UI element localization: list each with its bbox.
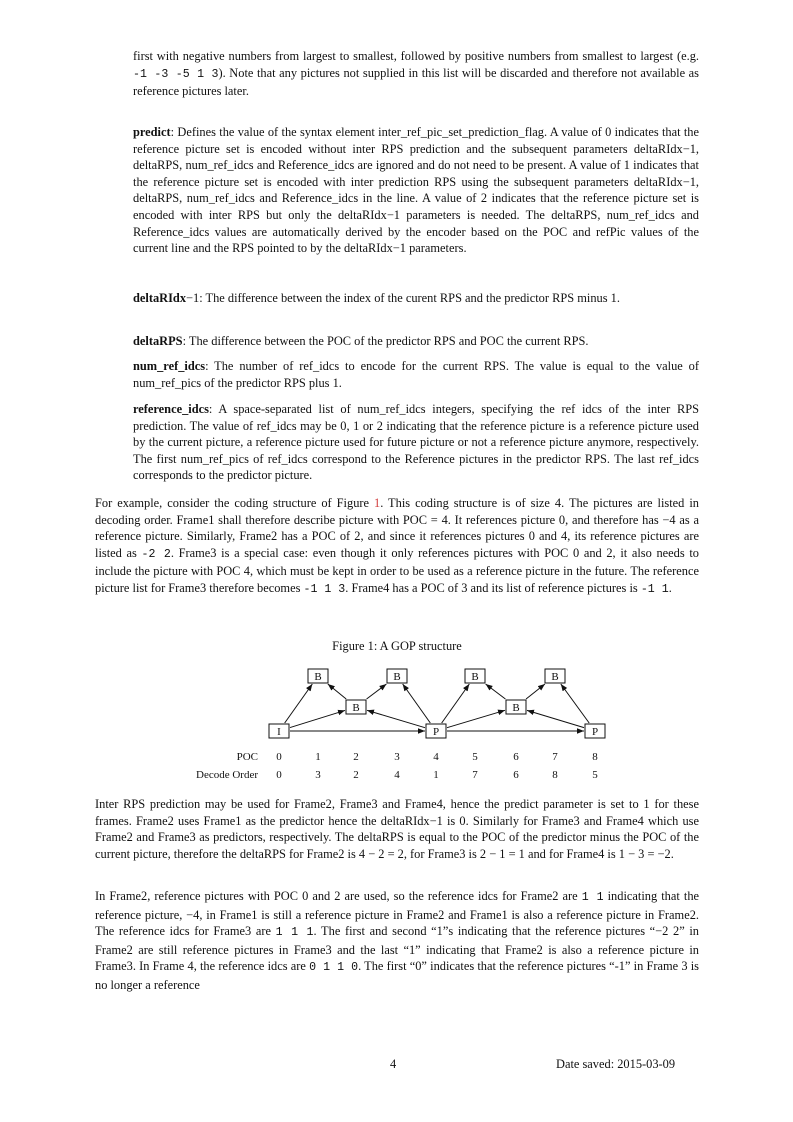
example-paragraph	[95, 495, 699, 599]
last-code: 0 1 1 0	[309, 961, 359, 975]
poc-value: 0	[276, 751, 282, 763]
poc-value: 6	[513, 751, 519, 763]
frame-type-label: P	[432, 726, 440, 738]
decode-order-value: 4	[394, 769, 400, 781]
last-code: 1 1	[581, 891, 604, 904]
reference-arrow	[486, 684, 506, 699]
intro-text-b: ). Note that any pictures not supplied in this list will be discarded and therefore not available as reference pictures later.	[133, 65, 699, 99]
reference-arrow	[447, 710, 505, 727]
inter-rps-paragraph: Inter RPS prediction may be used for Frame2, Frame3 and Frame4, hence the predict parameter is set to 1 for these frames. Frame2 uses Frame1 as the predictor hence the deltaRIdx−1 is 0. Similarly for Frame3 and Frame4 which use Frame2 and Frame3 as predictors, respectively. The deltaRPS is equal to the POC of the predictor minus the POC of the current picture, therefore the deltaRPS for Frame2 is 4 − 2 = 2, for Frame3 is 2 − 1 = 1 and for Frame4 is 1 − 3 = −2.	[95, 797, 699, 861]
frame-boxes	[269, 669, 605, 738]
frame-type-label: B	[551, 671, 559, 683]
def-term: reference_idcs	[133, 402, 209, 416]
reference-arrow	[561, 684, 589, 723]
poc-value: 8	[592, 751, 598, 763]
frame-rows	[196, 751, 598, 781]
reference-arrow	[285, 684, 313, 723]
def-sep: −1:	[186, 291, 206, 305]
frame-type-label: B	[512, 702, 520, 714]
frame-box-b	[506, 700, 526, 714]
def-num-ref-idcs	[133, 358, 699, 391]
poc-row-label: POC	[236, 751, 258, 763]
reference-idcs-paragraph	[95, 888, 699, 994]
def-desc: The difference between the index of the curent RPS and the predictor RPS minus 1.	[205, 291, 620, 305]
def-deltarps	[133, 333, 699, 350]
def-reference-idcs	[133, 401, 699, 484]
figure-link[interactable]: 1	[374, 496, 381, 510]
reference-arrow	[442, 684, 470, 723]
reference-arrow	[367, 710, 425, 727]
decode-order-value: 8	[552, 769, 558, 781]
frame-box-b	[545, 669, 565, 683]
poc-value: 4	[433, 751, 439, 763]
intro-code: -1 -3 -5 1 3	[133, 67, 219, 81]
poc-value: 3	[394, 751, 400, 763]
def-term: num_ref_idcs	[133, 359, 206, 373]
last-text: In Frame2, reference pictures with POC 0 and 2 are used, so the reference idcs for Frame2 are	[95, 889, 582, 903]
reference-arrow	[367, 684, 387, 699]
decode-order-value: 2	[353, 769, 359, 781]
reference-arrow	[403, 684, 431, 723]
def-sep: :	[170, 125, 178, 139]
frame-box-b	[465, 669, 485, 683]
last-text: indicating that the reference picture, −4, in Frame1 is still a reference picture in Frame2 and Frame1 is also a reference picture in Frame2. The reference idcs for Frame3 are	[95, 889, 700, 939]
decode-order-value: 1	[433, 769, 439, 781]
decode-order-row-label: Decode Order	[196, 769, 258, 781]
page-number: 4	[390, 1057, 397, 1071]
example-code: -1 1 3	[303, 582, 346, 596]
frame-box-b	[387, 669, 407, 683]
frame-box-b	[346, 700, 366, 714]
def-sep: :	[182, 334, 189, 348]
def-desc: A space-separated list of num_ref_idcs integers, specifying the ref idcs of the inter RPS prediction. The value of ref_idcs may be 0, 1 or 2 indicating that the reference picture is a reference picture used by the current picture, a reference picture used for future picture or not a reference picture anymore, respectively. The first num_ref_pics of ref_idcs correspond to the Reference pictures in the predictor RPS. The last ref_idcs corresponds to the predictor picture.	[133, 402, 699, 483]
poc-value: 1	[315, 751, 321, 763]
def-desc: The difference between the POC of the predictor RPS and POC the current RPS.	[188, 334, 589, 348]
figure-caption: Figure 1: A GOP structure	[332, 639, 462, 653]
frame-type-label: B	[471, 671, 479, 683]
reference-arrow	[290, 710, 345, 727]
def-term: deltaRPS	[133, 334, 183, 348]
frame-type-label: I	[277, 726, 281, 738]
def-sep: :	[205, 359, 215, 373]
frame-type-label: B	[314, 671, 322, 683]
def-predict	[133, 124, 699, 257]
def-desc: Defines the value of the syntax element inter_ref_pic_set_prediction_flag. A value of 0 indicates that the reference picture set is encoded without inter RPS prediction and the subsequent parameters deltaRIdx−1, deltaRPS, num_ref_idcs and Reference_idcs are ignored and do not need to be present. A value of 1 indicates that the reference picture set is encoded with inter prediction RPS using the subsequent parameters deltaRIdx−1, deltaRPS, num_ref_idcs and Reference_idcs in the line. A value of 2 indicates that the reference picture set is encoded with inter RPS but only the deltaRIdx−1 parameters is needed. The deltaRPS, num_ref_idcs and Reference_idcs values are automatically derived by the encoder based on the POC and refPic values of the current line and the RPS pointed to by the deltaRIdx−1 parameters.	[133, 125, 699, 256]
example-text: For example, consider the coding structure of Figure	[95, 496, 374, 510]
reference-arrow	[328, 684, 346, 699]
last-text: . The first “0” indicates that the reference pictures “-1” in Frame 3 is no longer a reference	[95, 959, 699, 992]
poc-value: 5	[472, 751, 478, 763]
example-text: .	[668, 580, 672, 595]
example-code: -1 1	[640, 582, 669, 596]
decode-order-value: 7	[472, 769, 478, 781]
def-sep: :	[208, 402, 219, 416]
frame-type-label: B	[352, 702, 360, 714]
frame-type-label: P	[591, 726, 599, 738]
frame-box-p	[426, 724, 446, 738]
example-text: . This coding structure is of size 4. The pictures are listed in decoding order. Frame1 shall therefore describe picture with POC = 4. It references picture 0, and therefore has −4 as a reference picture. Similarly, Frame2 has a POC of 2, and since it references pictures 0 and 4, its reference pictures are listed as	[95, 496, 699, 560]
decode-order-value: 3	[315, 769, 321, 781]
example-text: . Frame3 is a special case: even though it only references pictures with POC 0 and 2, it also needs to include the picture with POC 4, which must be kept in order to be used as a reference picture in the future. The reference picture list for Frame3 therefore becomes	[95, 545, 699, 595]
reference-arrow	[526, 684, 545, 699]
last-text: . The first and second “1”s indicating that the reference pictures “−2 2” in Frame2 are still reference pictures in Frame3 and the last “1” indicating that Frame2 is also a reference picture in Frame3. In Frame 4, the reference idcs are	[95, 924, 699, 974]
def-deltaridx	[133, 290, 699, 307]
poc-value: 7	[552, 751, 558, 763]
frame-box-b	[308, 669, 328, 683]
decode-order-value: 6	[513, 769, 519, 781]
frame-box-i	[269, 724, 289, 738]
last-code: 1 1 1	[275, 926, 314, 940]
gop-diagram	[0, 660, 793, 790]
example-code: -2 2	[141, 547, 171, 561]
intro-text-a: first with negative numbers from largest to smallest, followed by positive numbers from smallest to largest (e.g.	[133, 49, 699, 63]
frame-type-label: B	[393, 671, 401, 683]
def-desc: The number of ref_idcs to encode for the current RPS. The value is equal to the value of num_ref_pics of the predictor RPS plus 1.	[133, 359, 699, 390]
intro-paragraph	[133, 48, 699, 100]
poc-value: 2	[353, 751, 359, 763]
example-text: . Frame4 has a POC of 3 and its list of reference pictures is	[345, 580, 641, 595]
def-term: predict	[133, 125, 171, 139]
decode-order-value: 5	[592, 769, 598, 781]
frame-box-p	[585, 724, 605, 738]
reference-arrow	[527, 710, 584, 727]
def-term: deltaRIdx	[133, 291, 187, 305]
decode-order-value: 0	[276, 769, 282, 781]
date-saved: Date saved: 2015-03-09	[556, 1057, 676, 1071]
